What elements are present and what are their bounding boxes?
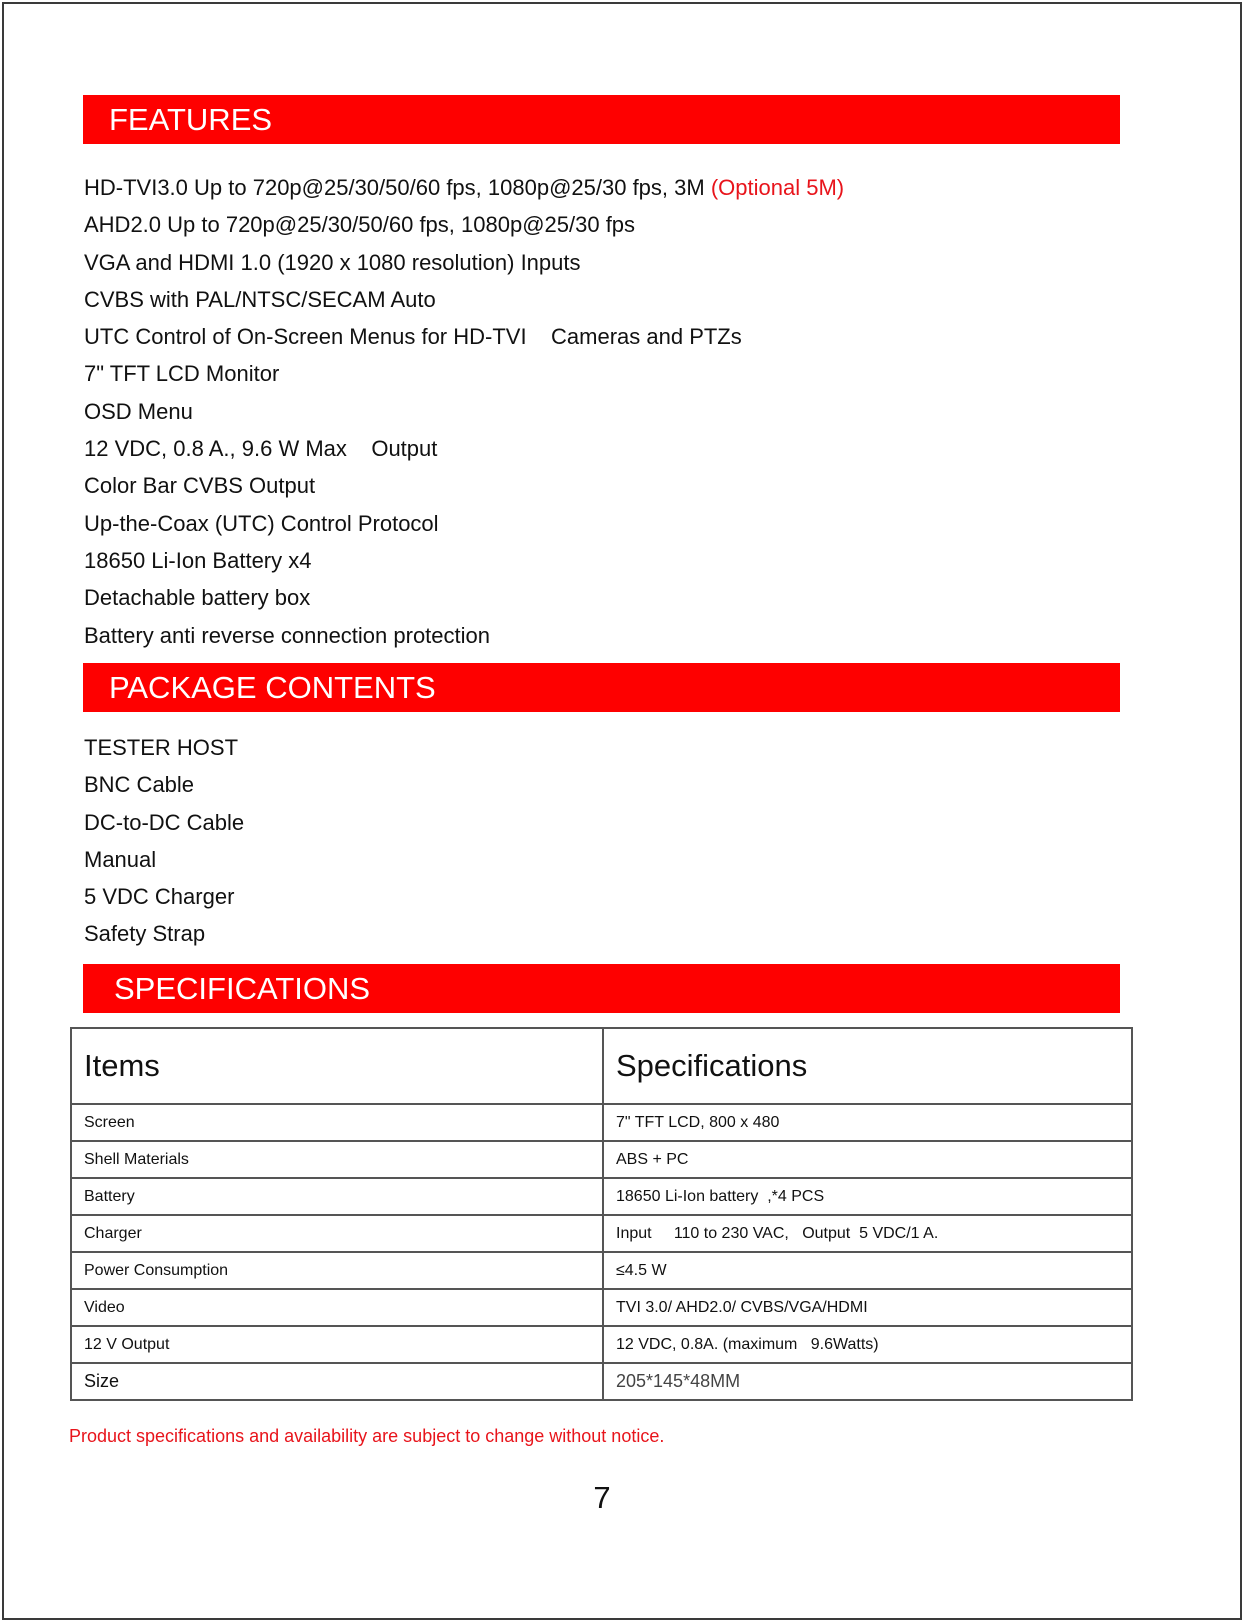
feature-text: HD-TVI3.0 Up to 720p@25/30/50/60 fps, 1080p@25/30 fps, 3M [84, 175, 705, 200]
disclaimer-note: Product specifications and availability are subject to change without notice. [69, 1426, 665, 1446]
package-item: DC-to-DC Cable [84, 809, 245, 835]
spec-cell: TVI 3.0/ AHD2.0/ CVBS/VGA/HDMI [603, 1289, 1132, 1326]
spec-cell: 205*145*48MM [603, 1363, 1132, 1400]
spec-cell: 7" TFT LCD, 800 x 480 [603, 1104, 1132, 1141]
feature-item: VGA and HDMI 1.0 (1920 x 1080 resolution) Inputs [84, 249, 581, 275]
header-specifications: Specifications [603, 1028, 1132, 1104]
item-cell: Power Consumption [71, 1252, 603, 1289]
spec-cell: 12 VDC, 0.8A. (maximum 9.6Watts) [603, 1326, 1132, 1363]
item-cell: Battery [71, 1178, 603, 1215]
feature-item: Up-the-Coax (UTC) Control Protocol [84, 510, 439, 536]
table-row [71, 1215, 1132, 1252]
spec-cell: Input 110 to 230 VAC, Output 5 VDC/1 A. [603, 1215, 1132, 1252]
item-cell: Video [71, 1289, 603, 1326]
package-item: BNC Cable [84, 772, 195, 798]
table-row [71, 1178, 1132, 1215]
table-row [71, 1141, 1132, 1178]
package-item: Safety Strap [84, 921, 206, 947]
spec-cell: ≤4.5 W [603, 1252, 1132, 1289]
item-cell: Screen [71, 1104, 603, 1141]
feature-item: 12 VDC, 0.8 A., 9.6 W Max Output [84, 436, 438, 462]
optional-note: (Optional 5M) [710, 175, 845, 200]
item-cell: Size [71, 1363, 603, 1400]
spec-cell: 18650 Li-Ion battery ,*4 PCS [603, 1178, 1132, 1215]
feature-item: AHD2.0 Up to 720p@25/30/50/60 fps, 1080p@25/30 fps [84, 212, 636, 238]
feature-item: CVBS with PAL/NTSC/SECAM Auto [84, 286, 436, 312]
feature-item: 18650 Li-Ion Battery x4 [84, 547, 312, 573]
page-number: 7 [593, 1480, 611, 1515]
feature-item: OSD Menu [84, 398, 193, 424]
spec-cell: ABS + PC [603, 1141, 1132, 1178]
feature-item: Battery anti reverse connection protection [84, 622, 491, 648]
table-row [71, 1363, 1132, 1400]
package-heading: PACKAGE CONTENTS [83, 663, 1120, 712]
specifications-heading: SPECIFICATIONS [83, 964, 1120, 1013]
feature-item: 7" TFT LCD Monitor [84, 361, 280, 387]
item-cell: 12 V Output [71, 1326, 603, 1363]
package-list [84, 729, 244, 953]
package-item: TESTER HOST [84, 735, 239, 760]
table-row [71, 1252, 1132, 1289]
feature-item: Detachable battery box [84, 585, 311, 611]
features-heading: FEATURES [83, 95, 1120, 144]
table-row [71, 1104, 1132, 1141]
package-item: Manual [84, 846, 157, 872]
item-cell: Shell Materials [71, 1141, 603, 1178]
table-row [71, 1289, 1132, 1326]
feature-item: Color Bar CVBS Output [84, 473, 316, 499]
header-items: Items [71, 1028, 603, 1104]
features-list [84, 169, 844, 654]
table-row [71, 1326, 1132, 1363]
package-item: 5 VDC Charger [84, 884, 235, 910]
table-header-row [71, 1028, 1132, 1104]
feature-item: UTC Control of On-Screen Menus for HD-TVI Cameras and PTZs [84, 324, 742, 350]
specifications-table [70, 1027, 1133, 1401]
feature-item [84, 169, 844, 206]
item-cell: Charger [71, 1215, 603, 1252]
